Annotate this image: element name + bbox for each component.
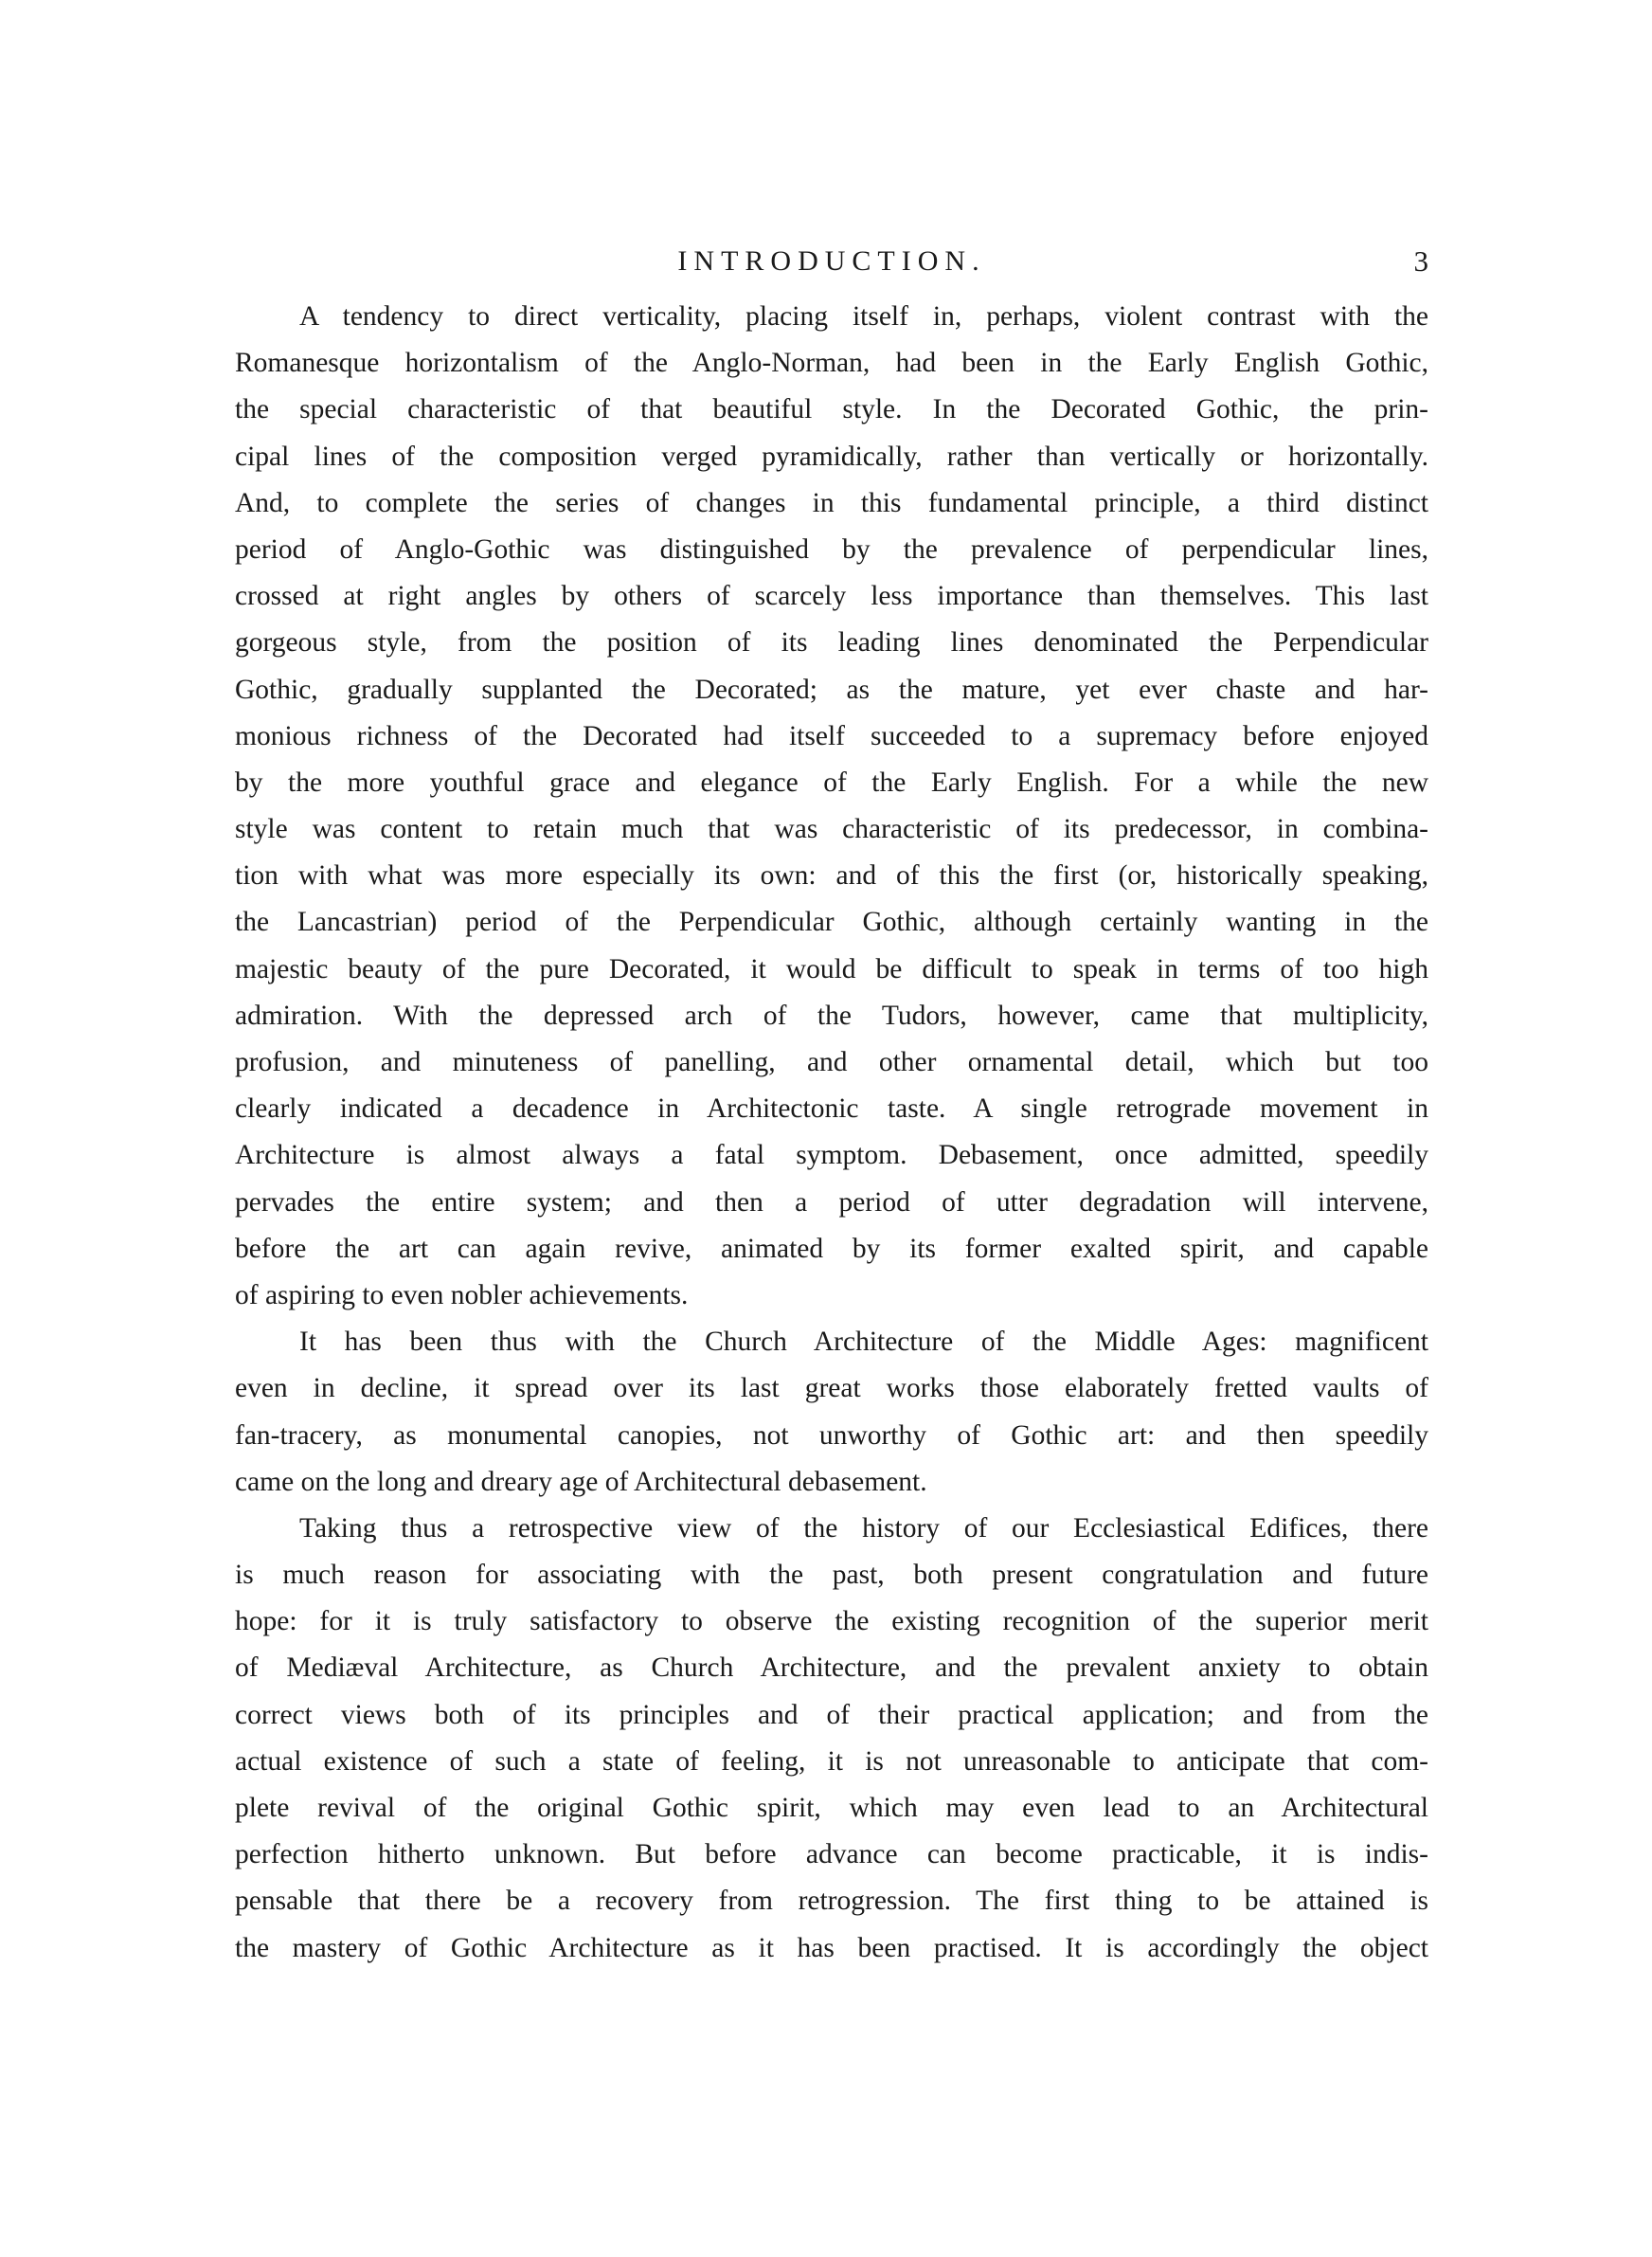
text-line: clearly indicated a decadence in Architectonic taste. A single retrograde movement in <box>235 1093 1428 1125</box>
text-line: of Mediæval Architecture, as Church Architecture, and the prevalent anxiety to obtain <box>235 1652 1428 1684</box>
text-line: And, to complete the series of changes in this fundamental principle, a third distinct <box>235 487 1428 518</box>
text-line: plete revival of the original Gothic spirit, which may even lead to an Architectural <box>235 1793 1428 1823</box>
text-line: period of Anglo-Gothic was distinguished by the prevalence of perpendicular lines, <box>235 533 1428 565</box>
text-line: admiration. With the depressed arch of the Tudors, however, came that multiplicity, <box>235 1000 1428 1031</box>
text-line: came on the long and dreary age of Architectural debasement. <box>235 1466 927 1497</box>
text-line: the Lancastrian) period of the Perpendicular Gothic, although certainly wanting in the <box>235 907 1428 938</box>
text-line: A tendency to direct verticality, placing itself in, perhaps, violent contrast with the <box>299 301 1428 332</box>
text-line: profusion, and minuteness of panelling, and other ornamental detail, which but too <box>235 1047 1428 1077</box>
body-text <box>235 294 1428 1972</box>
text-line: It has been thus with the Church Architecture of the Middle Ages: magnificent <box>299 1327 1428 1358</box>
text-line: tion with what was more especially its own: and of this the first (or, historically speaking, <box>235 860 1428 892</box>
text-line: cipal lines of the composition verged pyramidically, rather than vertically or horizontally. <box>235 441 1428 472</box>
text-line: the mastery of Gothic Architecture as it has been practised. It is accordingly the object <box>235 1932 1428 1963</box>
text-line: Gothic, gradually supplanted the Decorated; as the mature, yet ever chaste and har- <box>235 674 1428 705</box>
text-line: monious richness of the Decorated had itself succeeded to a supremacy before enjoyed <box>235 720 1428 751</box>
text-line: Romanesque horizontalism of the Anglo-Norman, had been in the Early English Gothic, <box>235 348 1428 379</box>
text-line: Taking thus a retrospective view of the history of our Ecclesiastical Edifices, there <box>299 1512 1428 1544</box>
paragraph-2 <box>235 1319 1428 1506</box>
paragraph-3 <box>235 1506 1428 1972</box>
text-line: of aspiring to even nobler achievements. <box>235 1279 689 1310</box>
page-number: 3 <box>1413 244 1428 278</box>
text-line: correct views both of its principles and of their practical application; and from the <box>235 1699 1428 1730</box>
text-line: by the more youthful grace and elegance of the Early English. For a while the new <box>235 767 1428 798</box>
text-line: before the art can again revive, animated by its former exalted spirit, and capable <box>235 1233 1428 1264</box>
text-line: majestic beauty of the pure Decorated, it would be difficult to speak in terms of too high <box>235 953 1428 984</box>
text-line: hope: for it is truly satisfactory to observe the existing recognition of the superior merit <box>235 1606 1428 1637</box>
text-line: fan-tracery, as monumental canopies, not unworthy of Gothic art: and then speedily <box>235 1419 1428 1451</box>
text-line: the special characteristic of that beautiful style. In the Decorated Gothic, the prin- <box>235 394 1428 425</box>
text-line: pervades the entire system; and then a period of utter degradation will intervene, <box>235 1186 1428 1218</box>
running-head <box>235 244 1428 282</box>
text-line: style was content to retain much that was characteristic of its predecessor, in combina- <box>235 814 1428 845</box>
paragraph-1 <box>235 294 1428 1319</box>
text-line: is much reason for associating with the past, both present congratulation and future <box>235 1560 1428 1591</box>
text-line: gorgeous style, from the position of its leading lines denominated the Perpendicular <box>235 627 1428 659</box>
text-line: actual existence of such a state of feeling, it is not unreasonable to anticipate that com- <box>235 1745 1428 1777</box>
text-line: crossed at right angles by others of scarcely less importance than themselves. This last <box>235 581 1428 612</box>
text-line: even in decline, it spread over its last great works those elaborately fretted vaults of <box>235 1373 1428 1404</box>
running-title: INTRODUCTION. <box>677 245 986 277</box>
text-line: perfection hitherto unknown. But before advance can become practicable, it is indis- <box>235 1839 1428 1870</box>
text-line: Architecture is almost always a fatal symptom. Debasement, once admitted, speedily <box>235 1140 1428 1171</box>
text-line: pensable that there be a recovery from retrogression. The first thing to be attained is <box>235 1886 1428 1917</box>
